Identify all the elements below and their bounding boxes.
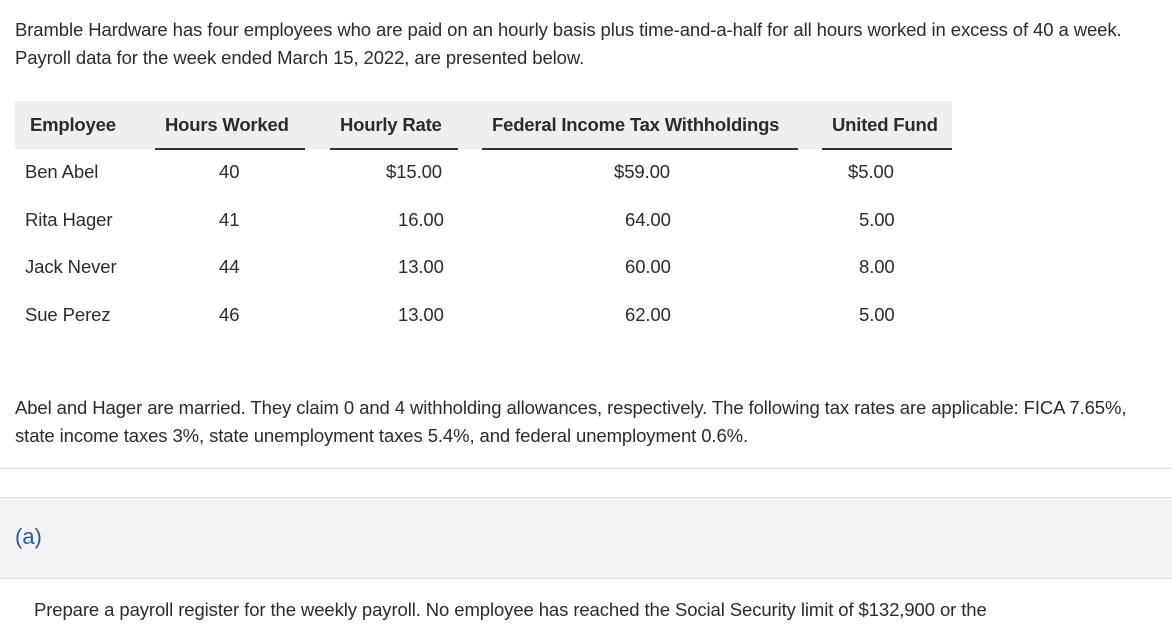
cell-employee: Jack Never — [25, 256, 117, 277]
cell-fund: 5.00 — [859, 209, 895, 230]
cell-rate: $15.00 — [386, 161, 442, 182]
header-employee: Employee — [30, 114, 116, 135]
cell-fitw: 62.00 — [625, 304, 671, 325]
header-hours-worked: Hours Worked — [165, 114, 289, 135]
table-header-band — [15, 101, 952, 149]
header-underline-fitw — [482, 148, 798, 150]
header-federal-income-tax: Federal Income Tax Withholdings — [492, 114, 780, 135]
cell-rate: 13.00 — [398, 304, 444, 325]
cell-fund: 5.00 — [859, 304, 895, 325]
part-a-label: (a) — [15, 524, 42, 549]
cell-fitw: 64.00 — [625, 209, 671, 230]
divider — [0, 468, 1172, 469]
cell-employee: Sue Perez — [25, 304, 111, 325]
part-a-header — [0, 497, 1172, 579]
cell-fund: $5.00 — [848, 161, 894, 182]
part-a-instruction: Prepare a payroll register for the weekly payroll. No employee has reached the Social Security limit of $132,900 or the — [34, 599, 987, 620]
intro-paragraph: Bramble Hardware has four employees who are paid on an hourly basis plus time-and-a-half for all hours worked in excess of 40 a week. Payroll data for the week ended March 15, 2022, are presented below. — [15, 19, 1122, 68]
cell-hours: 44 — [219, 256, 240, 277]
cell-fitw: $59.00 — [614, 161, 670, 182]
header-underline-rate — [330, 148, 458, 150]
cell-hours: 40 — [219, 161, 240, 182]
cell-employee: Rita Hager — [25, 209, 113, 230]
cell-fitw: 60.00 — [625, 256, 671, 277]
tax-rates-paragraph: Abel and Hager are married. They claim 0 and 4 withholding allowances, respectively. The following tax rates are applicable: FICA 7.65%, state income taxes 3%, state unemployment taxes 5.4%, and federal unemployment 0.6%. — [15, 397, 1127, 446]
cell-rate: 16.00 — [398, 209, 444, 230]
header-underline-fund — [822, 148, 952, 150]
cell-hours: 41 — [219, 209, 240, 230]
cell-hours: 46 — [219, 304, 240, 325]
header-hourly-rate: Hourly Rate — [340, 114, 442, 135]
cell-rate: 13.00 — [398, 256, 444, 277]
cell-employee: Ben Abel — [25, 161, 99, 182]
header-united-fund: United Fund — [832, 114, 938, 135]
header-underline-hours — [155, 148, 305, 150]
cell-fund: 8.00 — [859, 256, 895, 277]
